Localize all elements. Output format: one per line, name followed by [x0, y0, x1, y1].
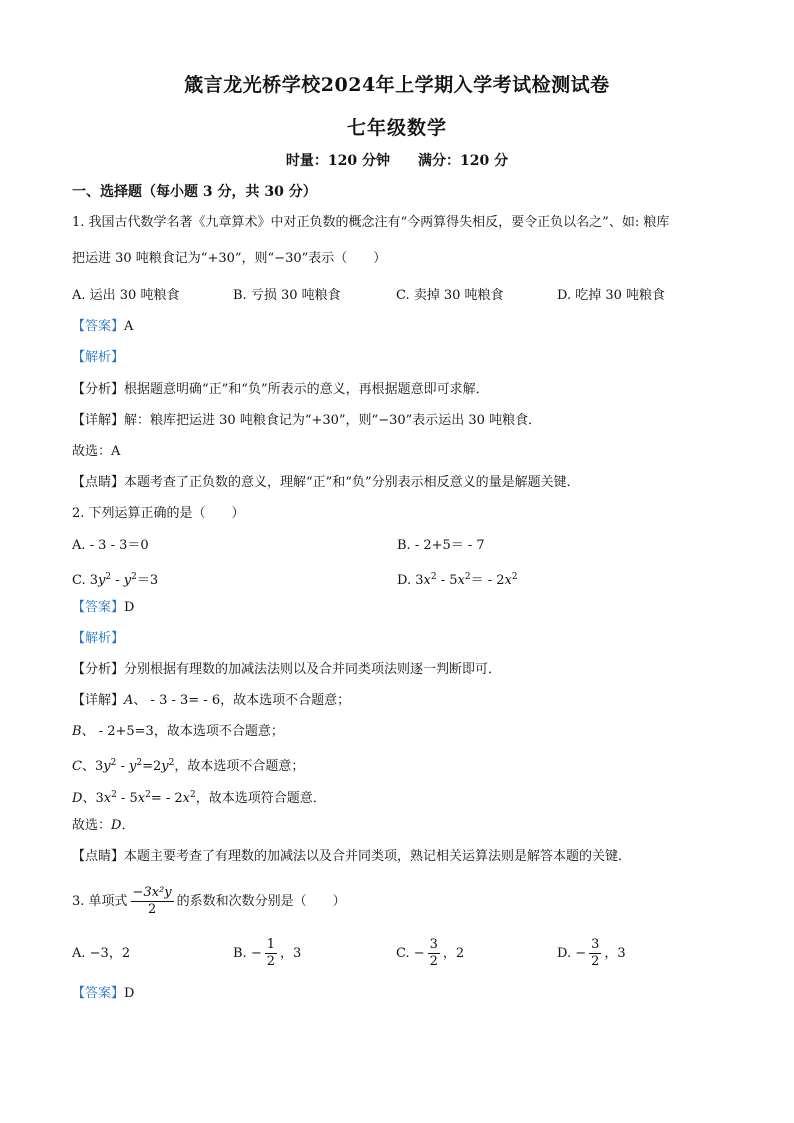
line-d-eq: = - 2: [150, 791, 183, 806]
xiangjie-tag: 【详解】: [72, 413, 125, 428]
line-d-pre: 、3: [82, 791, 104, 806]
opt-c-frac: [428, 937, 440, 970]
var-y: y: [98, 573, 106, 588]
exam-meta: 时量：120 分钟 满分：120 分: [285, 153, 509, 169]
exp: 2: [136, 758, 143, 768]
q1-option-d: D. 吃掉 30 吨粮食: [557, 288, 666, 303]
opt-d-post: ＝ - 2: [470, 573, 505, 588]
answer-tag: 【答案】: [72, 986, 125, 1001]
fenxi-text: 分别根据有理数的加减法法则以及合并同类项法则逐一判断即可．: [124, 662, 502, 677]
q1-option-b: B. 亏损 30 吨粮食: [233, 288, 341, 303]
var-y: y: [129, 759, 137, 774]
q2-answer: [72, 599, 134, 617]
q2-stem: 2. 下列运算正确的是（ ）: [72, 506, 245, 521]
q2-option-b: B. - 2+5＝ - 7: [397, 538, 485, 553]
opt-d-post: ，3: [604, 946, 626, 961]
line-c-mid: -: [116, 759, 129, 774]
exam-title: 箴言龙光桥学校2024年上学期入学考试检测试卷: [184, 74, 610, 96]
q2-line-b: [72, 723, 284, 741]
var-x: x: [423, 573, 431, 588]
opt-c-pre: C. −: [396, 946, 425, 961]
q3-option-c: [396, 937, 464, 970]
letter-b: B: [72, 724, 82, 739]
letter-a: A: [124, 693, 134, 708]
opt-b-frac: [265, 937, 277, 970]
q2-dianjing: [72, 848, 631, 866]
frac-den: 2: [429, 954, 438, 969]
q3-option-b: [233, 937, 301, 970]
answer-tag: 【答案】: [72, 600, 125, 615]
exp: 2: [110, 758, 117, 768]
exp: 2: [511, 572, 518, 582]
fenxi-tag: 【分析】: [72, 382, 125, 397]
q1-choice: 故选：A: [72, 444, 121, 459]
q2-option-a: A. - 3 - 3＝0: [72, 538, 149, 553]
opt-c-pre: C. 3: [72, 573, 99, 588]
var-y: y: [103, 759, 111, 774]
q3-stem-pre: 3. 单项式: [72, 894, 128, 909]
exam-subtitle: 七年级数学: [346, 117, 447, 139]
var-x: x: [504, 573, 512, 588]
frac-num: 1: [266, 937, 275, 952]
letter-c: C: [72, 759, 82, 774]
q3-stem: [72, 885, 346, 918]
fenxi-text: 根据题意明确“正”和“负”所表示的意义，再根据题意即可求解．: [124, 382, 489, 397]
answer-value: D: [124, 600, 135, 615]
frac-den: 2: [266, 954, 275, 969]
frac-den: 2: [147, 902, 157, 917]
var-y: y: [123, 573, 132, 588]
line-d-mid: - 5: [116, 791, 138, 806]
q1-dianjing: [72, 474, 580, 492]
var-x: x: [137, 791, 146, 806]
dianjing-tag: 【点睛】: [72, 475, 125, 490]
opt-d-frac: [589, 937, 601, 970]
q1-fenxi: [72, 381, 489, 399]
opt-b-post: ，3: [280, 946, 302, 961]
q1-analysis-tag: 【解析】: [72, 350, 125, 365]
opt-d-mid: - 5: [436, 573, 458, 588]
dianjing-tag: 【点睛】: [72, 849, 125, 864]
frac-num: 3: [591, 937, 600, 952]
exp: 2: [430, 572, 437, 582]
dianjing-text: 本题主要考查了有理数的加减法以及合并同类项，熟记相关运算法则是解答本题的关键．: [124, 849, 632, 864]
q1-stem-line2: 把运进 30 吨粮食记为“+30”，则“−30”表示（ ）: [72, 251, 387, 266]
exp: 2: [131, 572, 137, 582]
line-d-post: ，故本选项符合题意．: [195, 791, 326, 806]
answer-value: D: [124, 986, 135, 1001]
exp: 2: [464, 572, 471, 582]
fenxi-tag: 【分析】: [72, 662, 125, 677]
line-c-pre: 、3: [81, 759, 104, 774]
exp: 2: [105, 572, 112, 582]
var-x: x: [457, 573, 465, 588]
q3-option-d: [557, 937, 626, 970]
answer-tag: 【答案】: [72, 319, 125, 334]
q1-stem-line1: 1. 我国古代数学名著《九章算术》中对正负数的概念注有“今两算得失相反，要令正负以名之”、如: 粮库: [72, 215, 670, 230]
q3-option-a: A. −3，2: [72, 946, 131, 961]
q2-xiangjie: [72, 692, 350, 710]
q3-stem-post: 的系数和次数分别是（ ）: [176, 894, 346, 909]
q1-xiangjie: [72, 412, 541, 430]
var-x: x: [182, 791, 190, 806]
line-c-eq: =2: [142, 759, 162, 774]
frac-den: 2: [591, 954, 600, 969]
exp: 2: [111, 790, 117, 800]
opt-b-pre: B. −: [233, 946, 262, 961]
var-y: y: [161, 759, 169, 774]
opt-c-post: ，2: [442, 946, 465, 961]
dianjing-text: 本题考查了正负数的意义，理解“正”和“负”分别表示相反意义的量是解题关键．: [124, 475, 580, 490]
opt-d-pre: D. 3: [397, 573, 424, 588]
q1-answer: [72, 318, 133, 336]
xiangjie-text: 解：粮库把运进 30 吨粮食记为“+30”，则“−30”表示运出 30 吨粮食．: [124, 413, 542, 428]
exp: 2: [189, 790, 196, 800]
exp: 2: [168, 758, 175, 768]
q2-fenxi: [72, 661, 501, 679]
xiangjie-tag: 【详解】: [72, 693, 125, 708]
var-x: x: [103, 791, 112, 806]
line-c-post: ，故本选项不合题意；: [174, 759, 305, 774]
q1-option-c: C. 卖掉 30 吨粮食: [396, 288, 504, 303]
q1-option-a: A. 运出 30 吨粮食: [72, 288, 180, 303]
q2-option-c: [72, 568, 158, 590]
exp: 2: [145, 790, 151, 800]
letter-d: D: [72, 791, 83, 806]
q3-fraction: [131, 885, 174, 918]
section-heading: 一、选择题（每小题 3 分，共 30 分）: [72, 184, 317, 200]
frac-num: −3x²y: [132, 885, 172, 900]
q3-answer: [72, 985, 134, 1003]
frac-num: 3: [429, 937, 438, 952]
answer-value: A: [124, 319, 134, 334]
opt-c-mid: -: [111, 573, 124, 588]
line-b-text: 、 - 2+5=3，故本选项不合题意；: [81, 724, 284, 739]
q2-line-c: [72, 754, 304, 776]
opt-c-post: ＝3: [136, 573, 159, 588]
opt-d-pre: D. −: [557, 946, 587, 961]
q2-line-d: [72, 786, 326, 808]
q2-analysis-tag: 【解析】: [72, 631, 125, 646]
q2-choice: 故选：D．: [72, 818, 135, 833]
choice-label: 故选：: [72, 818, 112, 833]
q2-option-d: [397, 568, 518, 590]
xiangjie-a: 、 - 3 - 3= - 6，故本选项不合题意；: [133, 693, 351, 708]
choice-letter: D: [111, 818, 122, 833]
